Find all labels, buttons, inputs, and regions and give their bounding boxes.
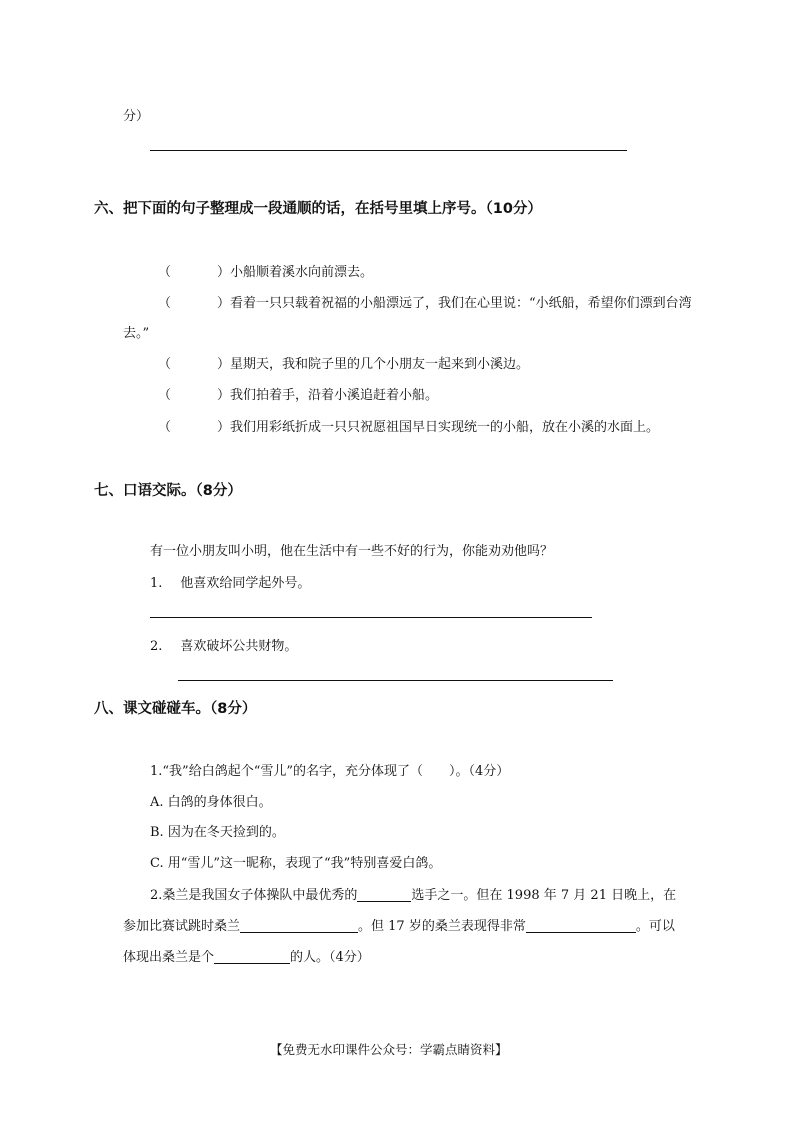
question-text: 喜欢破坏公共财物。 xyxy=(180,639,298,654)
fill-blank-3[interactable] xyxy=(526,918,636,933)
item-text: 星期天，我和院子里的几个小朋友一起来到小溪边。 xyxy=(230,357,530,372)
paren-close: ） xyxy=(217,357,231,372)
question-number: 1. xyxy=(150,576,163,591)
paren-open: （ xyxy=(158,388,172,403)
question-text: 体现出桑兰是个 xyxy=(123,950,215,965)
ordering-item-4 xyxy=(158,384,438,403)
option-a: A. 白鸽的身体很白。 xyxy=(150,795,272,810)
item-text: 我们拍着手，沿着小溪追赶着小船。 xyxy=(230,388,439,403)
question-2-line-3 xyxy=(123,946,370,965)
option-b: B. 因为在冬天捡到的。 xyxy=(150,825,285,840)
answer-line xyxy=(150,150,627,151)
question-text: 的人。（4分） xyxy=(290,950,370,965)
item-text: 看着一只只载着祝福的小船漂远了，我们在心里说：“小纸船，希望你们漂到台湾 xyxy=(230,296,692,311)
answer-line-1[interactable] xyxy=(150,617,592,618)
paren-open: （ xyxy=(158,420,172,435)
paren-close: ） xyxy=(217,420,231,435)
item-text: 小船顺着溪水向前漂去。 xyxy=(230,265,374,280)
question-2 xyxy=(150,635,297,654)
ordering-item-2 xyxy=(158,292,692,311)
option-c: C. 用“雪儿”这一昵称，表现了“我”特别喜爱白鸽。 xyxy=(150,856,442,871)
answer-line-2[interactable] xyxy=(178,680,613,681)
question-1: 1.“我”给白鸽起个“雪儿”的名字，充分体现了（ ）。（4分） xyxy=(150,764,510,779)
question-1 xyxy=(150,572,310,591)
section-8-heading: 八、课文碰碰车。（8分） xyxy=(94,701,257,717)
item-text: 我们用彩纸折成一只只祝愿祖国早日实现统一的小船，放在小溪的水面上。 xyxy=(230,420,660,435)
fill-blank-1[interactable] xyxy=(357,887,411,902)
question-text: 参加比赛试跳时桑兰 xyxy=(123,919,241,934)
paren-close: ） xyxy=(217,296,231,311)
ordering-item-3 xyxy=(158,353,529,372)
question-text: 。但 17 岁的桑兰表现得非常 xyxy=(358,919,526,934)
question-text: 他喜欢给同学起外号。 xyxy=(180,576,311,591)
paren-open: （ xyxy=(158,265,172,280)
section-7-heading: 七、口语交际。（8分） xyxy=(94,483,242,499)
paren-open: （ xyxy=(158,357,172,372)
question-number: 2. xyxy=(150,639,163,654)
question-text: 选手之一。但在 1998 年 7 月 21 日晚上，在 xyxy=(411,888,677,903)
fill-blank-4[interactable] xyxy=(214,949,290,964)
question-2-line-1 xyxy=(150,884,676,903)
question-text: 2.桑兰是我国女子体操队中最优秀的 xyxy=(150,888,358,903)
ordering-item-5 xyxy=(158,416,659,435)
paren-open: （ xyxy=(158,296,172,311)
section-7-intro: 有一位小朋友叫小明，他在生活中有一些不好的行为，你能劝劝他吗？ xyxy=(150,544,554,559)
ordering-item-2-continuation: 去。” xyxy=(123,326,150,341)
section-6-heading: 六、把下面的句子整理成一段通顺的话，在括号里填上序号。（10分） xyxy=(94,201,542,217)
question-2-line-2 xyxy=(123,915,675,934)
question-fragment: 分） xyxy=(123,109,150,124)
question-text: 。可以 xyxy=(635,919,675,934)
paren-close: ） xyxy=(217,388,231,403)
ordering-item-1 xyxy=(158,261,373,280)
footer-note: 【免费无水印课件公众号：学霸点睛资料】 xyxy=(270,1042,508,1057)
paren-close: ） xyxy=(217,265,231,280)
fill-blank-2[interactable] xyxy=(240,918,358,933)
